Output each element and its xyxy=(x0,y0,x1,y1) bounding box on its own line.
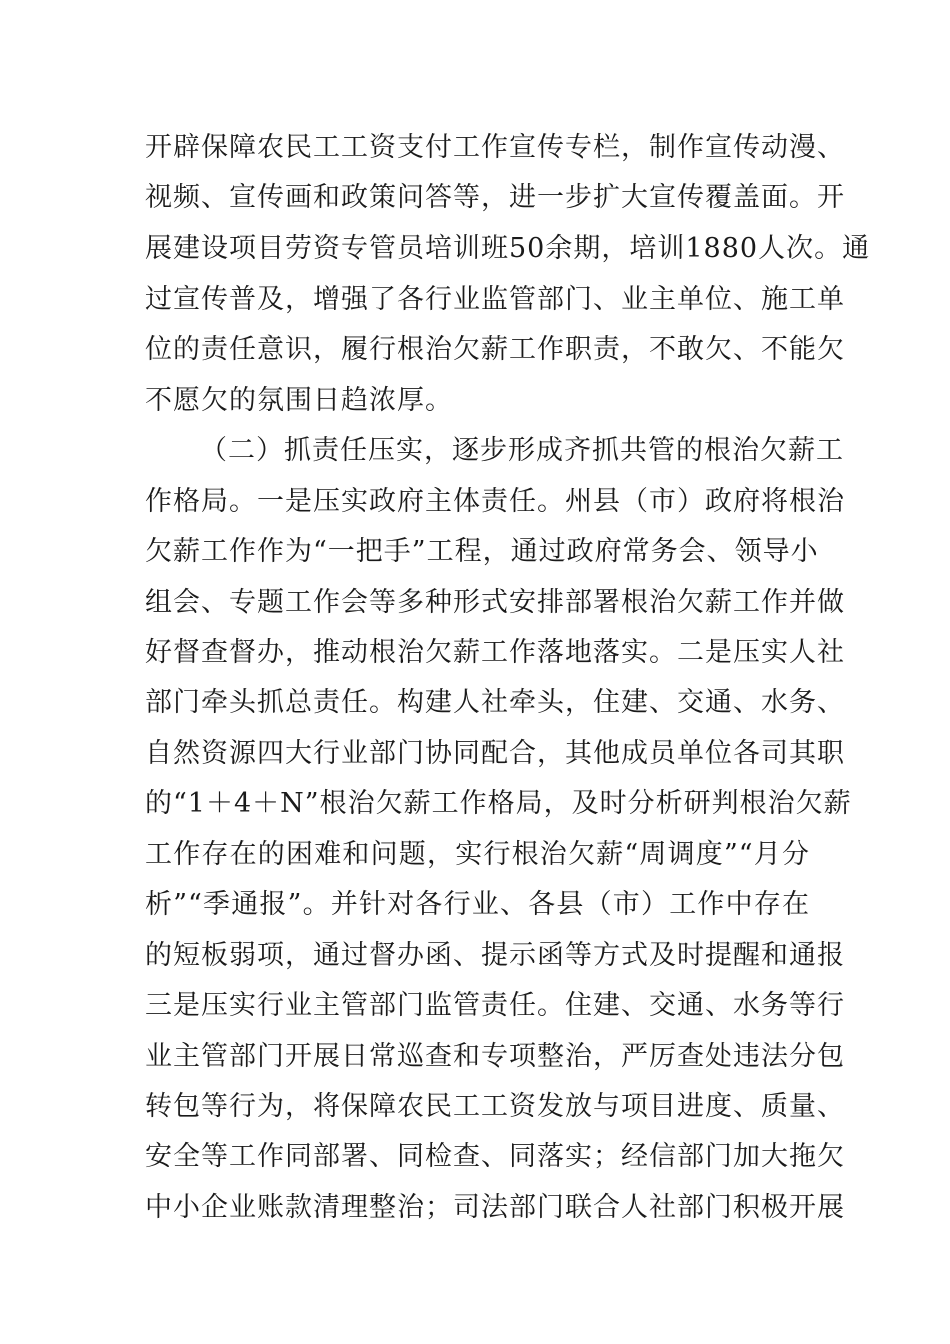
text-line: 不愿欠的氛围日趋浓厚。 xyxy=(145,385,453,416)
text-line: 欠薪工作作为“一把手”工程，通过政府常务会、领导小 xyxy=(145,536,819,567)
text-line: 位的责任意识，履行根治欠薪工作职责，不敢欠、不能欠 xyxy=(145,334,845,365)
text-line: 三是压实行业主管部门监管责任。住建、交通、水务等行 xyxy=(145,990,845,1021)
text-line: 的短板弱项，通过督办函、提示函等方式及时提醒和通报 xyxy=(145,940,845,971)
section-heading-line: （二）抓责任压实，逐步形成齐抓共管的根治欠薪工 xyxy=(200,435,844,466)
text-line: 开辟保障农民工工资支付工作宣传专栏，制作宣传动漫、 xyxy=(145,132,845,163)
text-line: 析”“季通报”。并针对各行业、各县（市）工作中存在 xyxy=(145,889,810,920)
text-line: 自然资源四大行业部门协同配合，其他成员单位各司其职 xyxy=(145,738,845,769)
text-line: 业主管部门开展日常巡查和专项整治，严厉查处违法分包 xyxy=(145,1041,845,1072)
text-line: 中小企业账款清理整治；司法部门联合人社部门积极开展 xyxy=(145,1192,845,1223)
text-line: 转包等行为，将保障农民工工资发放与项目进度、质量、 xyxy=(145,1091,845,1122)
text-line: 作格局。一是压实政府主体责任。州县（市）政府将根治 xyxy=(145,486,845,517)
text-line: 的“1＋4＋N”根治欠薪工作格局，及时分析研判根治欠薪 xyxy=(145,788,852,819)
text-line: 过宣传普及，增强了各行业监管部门、业主单位、施工单 xyxy=(145,284,845,315)
text-line: 安全等工作同部署、同检查、同落实；经信部门加大拖欠 xyxy=(145,1141,845,1172)
text-line: 展建设项目劳资专管员培训班50余期，培训1880人次。通 xyxy=(145,233,871,264)
text-line: 部门牵头抓总责任。构建人社牵头，住建、交通、水务、 xyxy=(145,687,845,718)
text-line: 好督查督办，推动根治欠薪工作落地落实。二是压实人社 xyxy=(145,637,845,668)
text-line: 工作存在的困难和问题，实行根治欠薪“周调度”“月分 xyxy=(145,839,810,870)
text-line: 组会、专题工作会等多种形式安排部署根治欠薪工作并做 xyxy=(145,587,845,618)
text-line: 视频、宣传画和政策问答等，进一步扩大宣传覆盖面。开 xyxy=(145,182,845,213)
